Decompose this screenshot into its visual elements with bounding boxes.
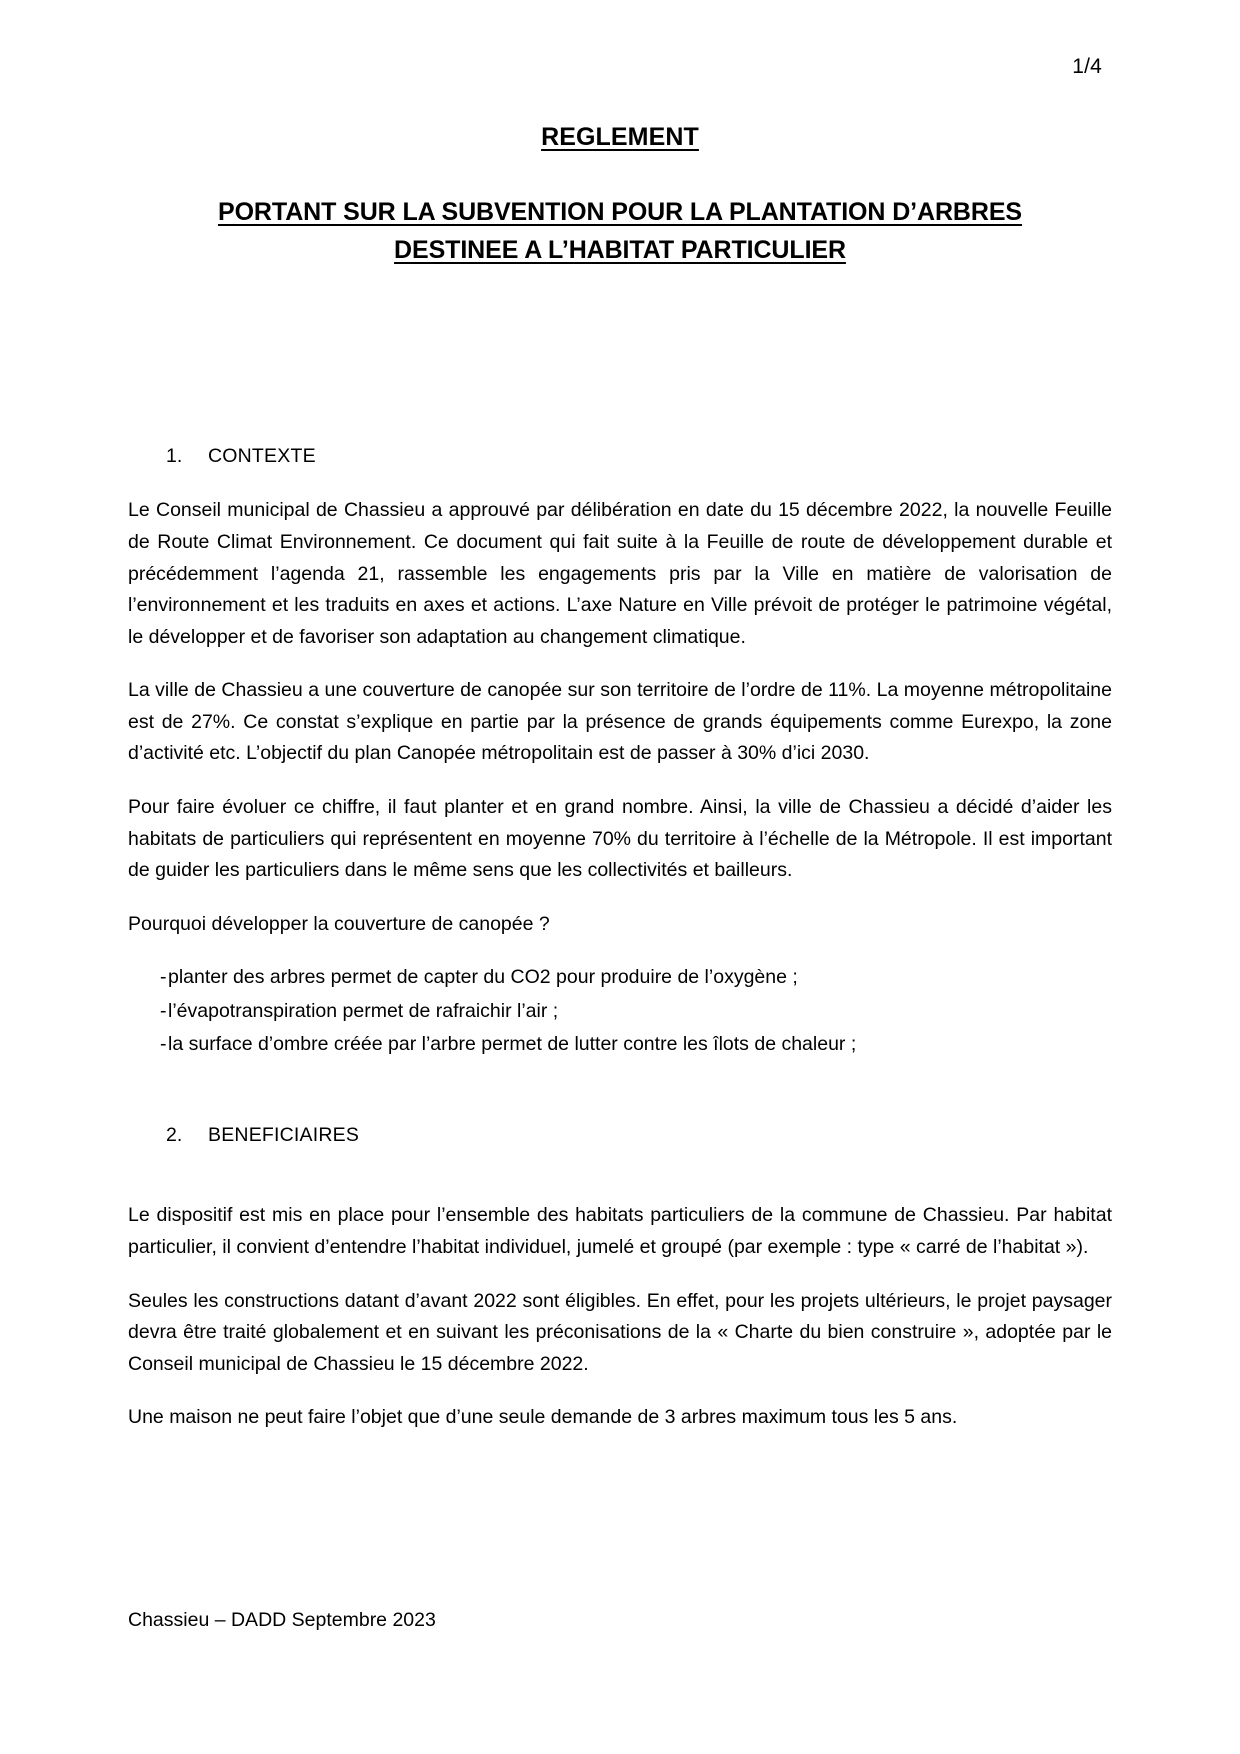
document-title-block	[128, 121, 1112, 269]
list-item	[128, 996, 1112, 1028]
document-subtitle-block	[128, 194, 1112, 269]
paragraph-beneficiaires-1: Le dispositif est mis en place pour l’ensemble des habitats particuliers de la commune de Chassieu. Par habitat particulier, il convient d’entendre l’habitat individuel, jumelé et groupé (par exemple : type « carré de l’habitat »).	[128, 1204, 1112, 1258]
document-title-row	[128, 121, 1112, 154]
section-label-contexte: CONTEXTE	[208, 445, 316, 467]
list-item-label: la surface d’ombre créée par l’arbre permet de lutter contre les îlots de chaleur ;	[168, 1033, 857, 1056]
section-heading-contexte	[166, 444, 1112, 469]
paragraph-contexte-question: Pourquoi développer la couverture de canopée ?	[128, 912, 550, 935]
contexte-bullet-list	[128, 962, 1112, 1061]
section-number-2: 2.	[166, 1124, 183, 1147]
document-subtitle-line-2: DESTINEE A L’HABITAT PARTICULIER	[394, 235, 846, 264]
page-footer: Chassieu – DADD Septembre 2023	[128, 1608, 436, 1631]
section-spacer	[128, 1063, 1112, 1123]
document-subtitle-line-2-row	[128, 232, 1112, 270]
page-number: 1/4	[1072, 55, 1102, 78]
title-body-spacer	[128, 269, 1112, 444]
beneficiaires-heading-spacer	[128, 1174, 1112, 1200]
paragraph-beneficiaires-3: Une maison ne peut faire l’objet que d’une seule demande de 3 arbres maximum tous les 5 ans.	[128, 1406, 958, 1429]
page-title: REGLEMENT	[541, 123, 699, 151]
list-item	[128, 962, 1112, 994]
section-number-1: 1.	[166, 445, 183, 467]
list-item-label: l’évapotranspiration permet de rafraichir l’air ;	[168, 999, 559, 1022]
paragraph-beneficiaires-2: Seules les constructions datant d’avant 2022 sont éligibles. En effet, pour les projets ultérieurs, le projet paysager devra être traité globalement et en suivant les préconisations de la « Charte du bien construire », adoptée par le Conseil municipal de Chassieu le 15 décembre 2022.	[128, 1289, 1112, 1375]
list-item-label: planter des arbres permet de capter du CO2 pour produire de l’oxygène ;	[168, 966, 798, 989]
list-item	[128, 1029, 1112, 1061]
dash-bullet-icon: -	[160, 999, 167, 1022]
document-subtitle-line-1: PORTANT SUR LA SUBVENTION POUR LA PLANTATION D’ARBRES	[218, 198, 1022, 226]
section-heading-beneficiaires	[166, 1123, 1112, 1148]
dash-bullet-icon: -	[160, 1033, 167, 1056]
paragraph-contexte-3: Pour faire évoluer ce chiffre, il faut planter et en grand nombre. Ainsi, la ville de Chassieu a décidé d’aider les habitats de particuliers qui représentent en moyenne 70% du territoire à l’échelle de la Métropole. Il est important de guider les particuliers dans le même sens que les collectivités et bailleurs.	[128, 795, 1112, 882]
document-subtitle-line-1-row	[128, 194, 1112, 232]
paragraph-contexte-1: Le Conseil municipal de Chassieu a approuvé par délibération en date du 15 décembre 2022, la nouvelle Feuille de Route Climat Environnement. Ce document qui fait suite à la Feuille de route de développement durable et précédemment l’agenda 21, rassemble les engagements pris par la Ville en matière de valorisation de l’environnement et les traduits en axes et actions. L’axe Nature en Ville prévoit de protéger le patrimoine végétal, le développer et de favoriser son adaptation au changement climatique.	[128, 499, 1112, 648]
section-label-beneficiaires: BENEFICIAIRES	[208, 1124, 360, 1147]
dash-bullet-icon: -	[160, 966, 167, 989]
paragraph-contexte-2: La ville de Chassieu a une couverture de canopée sur son territoire de l’ordre de 11%. La moyenne métropolitaine est de 27%. Ce constat s’explique en partie par la présence de grands équipements comme Eurexpo, la zone d’activité etc. L’objectif du plan Canopée métropolitain est de passer à 30% d’ici 2030.	[128, 679, 1112, 765]
